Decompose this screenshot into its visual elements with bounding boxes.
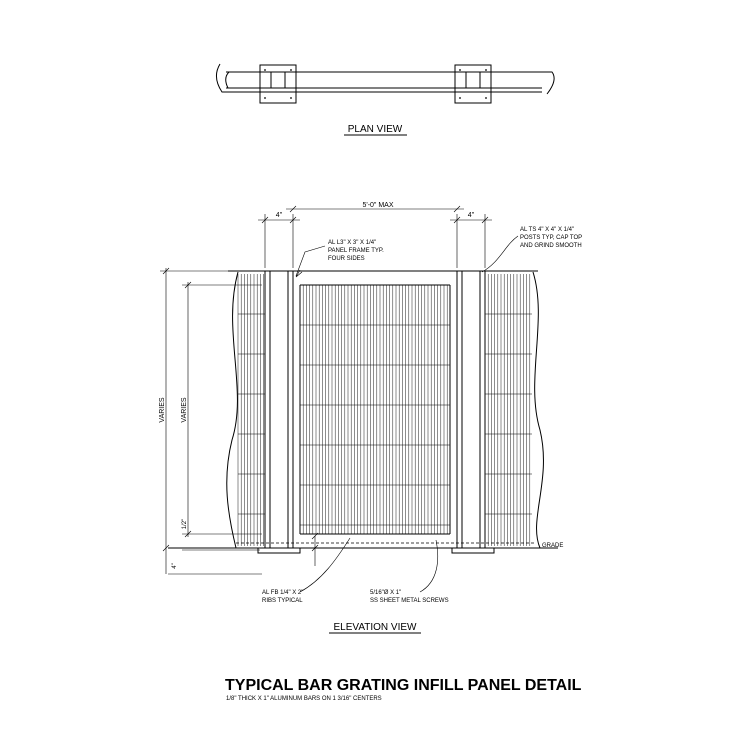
callout-posts <box>482 227 582 272</box>
ribs-callout-line-2: RIBS TYPICAL <box>262 598 303 604</box>
height-inner-label: VARIES <box>181 397 188 423</box>
dimension-grade-step <box>312 533 318 566</box>
span-dimension-label: 5'-0" MAX <box>362 202 394 209</box>
dimension-post-right <box>450 212 492 268</box>
right-base-plate <box>452 548 494 553</box>
detail-title: TYPICAL BAR GRATING INFILL PANEL DETAIL <box>225 677 582 694</box>
right-post <box>457 271 485 548</box>
elevation-view-title: ELEVATION VIEW <box>333 622 417 633</box>
detail-subtitle: 1/8" THICK X 1" ALUMINUM BARS ON 1 3/16" CENTERS <box>226 696 382 702</box>
left-base-plate <box>258 548 300 553</box>
grade-label: GRADE <box>542 543 564 549</box>
base-dimension-label: 4" <box>172 563 178 569</box>
post-right-dimension-label: 4" <box>467 212 475 219</box>
dimension-height-outer <box>159 268 230 574</box>
ribs-callout-line-1: AL FB 1/4" X 2" <box>262 590 304 596</box>
left-post <box>265 271 293 548</box>
dimension-post-left <box>258 212 300 268</box>
post-left-dimension-label: 4" <box>275 212 283 219</box>
plan-post-left <box>271 72 285 88</box>
callout-screws <box>370 540 449 604</box>
posts-callout-line-2: POSTS TYP, CAP TOP <box>520 235 583 241</box>
dimension-height-inner <box>181 282 262 550</box>
bar-grating-infill <box>238 274 532 546</box>
posts-callout-line-3: AND GRIND SMOOTH <box>520 243 582 249</box>
elevation-view <box>159 202 582 633</box>
plan-anchor-bolts <box>264 69 487 99</box>
frame-callout-line-2: PANEL FRAME TYP. <box>328 248 384 254</box>
gap-bottom-label: 1/2" <box>182 518 188 530</box>
plan-view <box>216 64 554 135</box>
frame-callout-line-3: FOUR SIDES <box>328 256 365 262</box>
height-outer-label: VARIES <box>159 397 166 423</box>
plan-post-right <box>466 72 480 88</box>
dimension-base <box>168 563 262 574</box>
screws-callout-line-2: SS SHEET METAL SCREWS <box>370 598 449 604</box>
break-line-right <box>533 272 543 548</box>
dimension-span <box>286 202 464 268</box>
frame-callout-line-1: AL L3" X 3" X 1/4" <box>328 240 377 246</box>
break-line-left <box>227 272 238 548</box>
plan-rail-bottom-edge <box>226 72 554 94</box>
detail-title-block <box>225 677 582 702</box>
screws-callout-line-1: 5/16"Ø X 1" <box>370 590 402 596</box>
plan-view-title: PLAN VIEW <box>347 124 403 135</box>
posts-callout-line-1: AL TS 4" X 4" X 1/4" <box>520 227 575 233</box>
